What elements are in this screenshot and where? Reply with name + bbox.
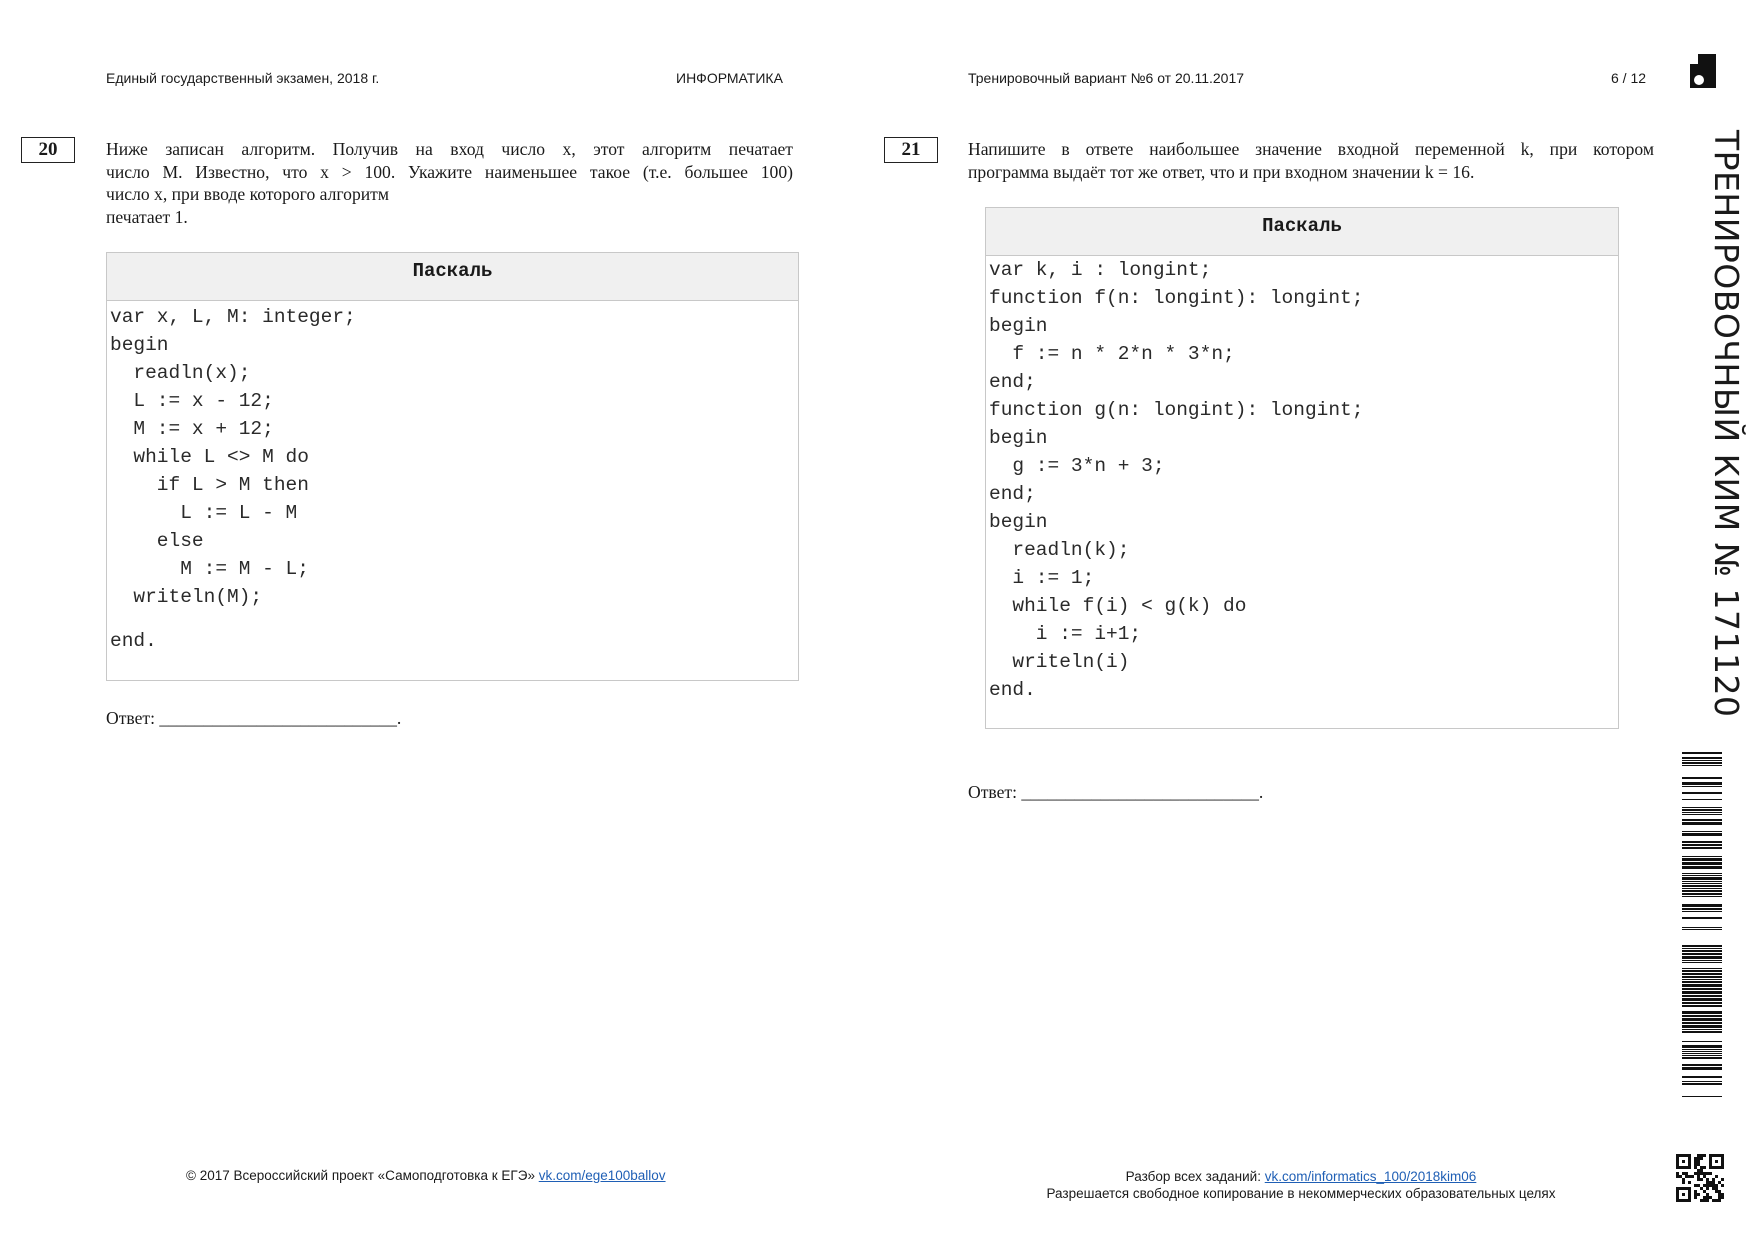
footer-copyright: © 2017 Всероссийский проект «Самоподготовка к ЕГЭ» bbox=[186, 1168, 539, 1183]
task-20-line: число M. Известно, что x > 100. Укажите наименьшее такое (т.е. большее 100) bbox=[106, 161, 793, 182]
barcode bbox=[1682, 752, 1722, 1102]
side-title: ТРЕНИРОВОЧНЫЙ КИМ № 171120 bbox=[1707, 130, 1746, 718]
variant-label: Тренировочный вариант №6 от 20.11.2017 bbox=[968, 70, 1245, 86]
task-number-20: 20 bbox=[21, 137, 75, 163]
task-20-line: число x, при вводе которого алгоритм bbox=[106, 184, 390, 204]
code-block-20: var x, L, M: integer; begin readln(x); L := x - 12; M := x + 12; while L <> M do if L > M then L := L - M else M := M - L; writeln(M); bbox=[110, 306, 356, 608]
footer-license: Разрешается свободное копирование в некоммерческих образовательных целях bbox=[1046, 1186, 1556, 1201]
task-21-text bbox=[968, 138, 1654, 183]
subject-label: ИНФОРМАТИКА bbox=[676, 70, 783, 86]
language-header: Паскаль bbox=[107, 253, 798, 301]
code-block-20-end: end. bbox=[110, 630, 157, 652]
code-block-21: var k, i : longint; function f(n: longint): longint; begin f := n * 2*n * 3*n; end; function g(n: longint): longint; begin g := 3*n + 3; end; begin readln(k); i := 1; while f(i) < g(k) do i := i+1; writeln(i) end. bbox=[989, 259, 1364, 701]
language-header: Паскаль bbox=[986, 208, 1618, 256]
task-number-21: 21 bbox=[884, 137, 938, 163]
answer-field-20: Ответ: ___________________________. bbox=[106, 708, 402, 728]
answer-field-21: Ответ: ___________________________. bbox=[968, 782, 1264, 802]
task-21-line: Напишите в ответе наибольшее значение входной переменной k, при котором bbox=[968, 139, 1654, 159]
page-number: 6 / 12 bbox=[1611, 70, 1647, 86]
code-table-21 bbox=[985, 207, 1619, 729]
footer-left bbox=[186, 1168, 666, 1183]
footer-link-ege[interactable]: vk.com/ege100ballov bbox=[538, 1168, 666, 1183]
footer-right bbox=[1030, 1168, 1572, 1202]
qr-code bbox=[1676, 1154, 1724, 1202]
task-20-line: Ниже записан алгоритм. Получив на вход число x, этот алгоритм печатает bbox=[106, 139, 793, 159]
footer-link-analysis[interactable]: vk.com/informatics_100/2018kim06 bbox=[1264, 1169, 1477, 1184]
exam-title: Единый государственный экзамен, 2018 г. bbox=[106, 70, 380, 86]
task-20-text bbox=[106, 138, 793, 228]
logo-icon bbox=[1690, 54, 1718, 88]
footer-analysis-label: Разбор всех заданий: bbox=[1125, 1169, 1265, 1184]
task-20-line: печатает 1. bbox=[106, 206, 188, 227]
code-table-20 bbox=[106, 252, 799, 681]
task-21-line: программа выдаёт тот же ответ, что и при входном значении k = 16. bbox=[968, 161, 1475, 182]
